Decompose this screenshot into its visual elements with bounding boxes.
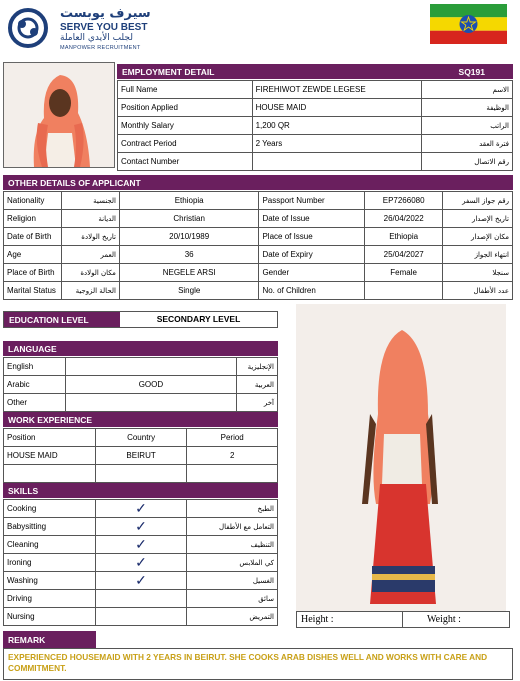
detail-label-arabic: مكان الولادة	[61, 264, 119, 282]
detail-value: 25/04/2027	[365, 246, 443, 264]
detail-label-arabic: عدد الأطفال	[443, 282, 513, 300]
skill-label-arabic: التنظيف	[187, 536, 278, 554]
detail-label: Place of Birth	[4, 264, 62, 282]
company-logo-icon	[8, 8, 48, 48]
employment-label-arabic: الوظيفة	[422, 99, 513, 117]
skill-row	[4, 590, 278, 608]
detail-label: Passport Number	[259, 192, 365, 210]
education-title: EDUCATION LEVEL	[4, 312, 120, 327]
skill-check-cell	[95, 572, 187, 590]
employment-row	[118, 153, 513, 171]
skills-header	[3, 483, 278, 498]
detail-label: No. of Children	[259, 282, 365, 300]
detail-value: NEGELE ARSI	[119, 264, 259, 282]
skill-check-cell	[95, 518, 187, 536]
skill-check-cell	[95, 536, 187, 554]
detail-label-arabic: تاريخ الولادة	[61, 228, 119, 246]
detail-label: Nationality	[4, 192, 62, 210]
work-experience-title: WORK EXPERIENCE	[8, 414, 93, 425]
detail-label: Gender	[259, 264, 365, 282]
skill-label-arabic: سائق	[187, 590, 278, 608]
detail-value: Ethiopia	[119, 192, 259, 210]
skill-label-arabic: الطبخ	[187, 500, 278, 518]
detail-label: Date of Issue	[259, 210, 365, 228]
skills-title: SKILLS	[8, 485, 39, 496]
employment-row	[118, 99, 513, 117]
language-header	[3, 341, 278, 356]
language-label-arabic: آخر	[237, 394, 278, 412]
language-label: Arabic	[4, 376, 66, 394]
applicant-full-body-photo	[296, 304, 506, 611]
check-icon: ✓	[135, 500, 147, 516]
education-value: SECONDARY LEVEL	[156, 314, 241, 324]
employment-row	[118, 135, 513, 153]
logo-arabic-name: سيرف يوبست	[60, 6, 151, 21]
other-details-header	[3, 175, 513, 190]
work-country	[95, 465, 187, 483]
language-label: Other	[4, 394, 66, 412]
skill-label-arabic: التعامل مع الأطفال	[187, 518, 278, 536]
detail-label-arabic: انتهاء الجواز	[443, 246, 513, 264]
education-row	[3, 311, 278, 328]
employment-label-arabic: الراتب	[422, 117, 513, 135]
detail-value: Single	[119, 282, 259, 300]
work-column-header: Period	[187, 429, 278, 447]
other-details-row	[4, 282, 513, 300]
detail-label-arabic: الجنسية	[61, 192, 119, 210]
skill-check-cell	[95, 554, 187, 572]
detail-label-arabic: تاريخ الإصدار	[443, 210, 513, 228]
detail-label-arabic: رقم جواز السفر	[443, 192, 513, 210]
skills-table	[3, 499, 278, 626]
skill-label-arabic: كي الملابس	[187, 554, 278, 572]
employment-row	[118, 117, 513, 135]
detail-value: 26/04/2022	[365, 210, 443, 228]
detail-label-arabic: الديانة	[61, 210, 119, 228]
employment-value: FIREHIWOT ZEWDE LEGESE	[252, 81, 422, 99]
check-icon: ✓	[135, 518, 147, 534]
check-icon: ✓	[135, 572, 147, 588]
employment-row	[118, 81, 513, 99]
employment-label: Monthly Salary	[118, 117, 253, 135]
other-details-table	[3, 191, 513, 300]
detail-label: Date of Expiry	[259, 246, 365, 264]
employment-label: Contract Period	[118, 135, 253, 153]
check-icon: ✓	[135, 536, 147, 552]
language-title: LANGUAGE	[8, 343, 57, 354]
employment-value: 1,200 QR	[252, 117, 422, 135]
employment-detail-title: EMPLOYMENT DETAIL	[122, 66, 215, 77]
detail-label: Marital Status	[4, 282, 62, 300]
detail-value: EP7266080	[365, 192, 443, 210]
work-position	[4, 465, 96, 483]
work-experience-table	[3, 428, 278, 483]
other-details-row	[4, 210, 513, 228]
employment-label: Position Applied	[118, 99, 253, 117]
work-experience-row	[4, 447, 278, 465]
skill-check-cell	[95, 608, 187, 626]
work-column-header: Position	[4, 429, 96, 447]
language-level	[65, 394, 236, 412]
applicant-code: SQ191	[458, 66, 485, 77]
employment-label-arabic: فترة العقد	[422, 135, 513, 153]
skill-label: Ironing	[4, 554, 96, 572]
employment-value: 2 Years	[252, 135, 422, 153]
employment-label: Full Name	[118, 81, 253, 99]
skill-label: Babysitting	[4, 518, 96, 536]
detail-label: Place of Issue	[259, 228, 365, 246]
applicant-portrait-photo	[3, 62, 115, 168]
detail-label: Religion	[4, 210, 62, 228]
logo-arabic-sub: لجلب الأيدي العاملة	[60, 33, 133, 43]
detail-value: Ethiopia	[365, 228, 443, 246]
employment-value	[252, 153, 422, 171]
language-label: English	[4, 358, 66, 376]
language-level: GOOD	[65, 376, 236, 394]
skill-row	[4, 518, 278, 536]
language-table	[3, 357, 278, 412]
detail-label-arabic: سنجلا	[443, 264, 513, 282]
other-details-row	[4, 192, 513, 210]
check-icon: ✓	[135, 554, 147, 570]
employment-label-arabic: الاسم	[422, 81, 513, 99]
remark-title: REMARK	[8, 634, 46, 645]
employment-detail-table	[117, 80, 513, 171]
detail-label-arabic: مكان الإصدار	[443, 228, 513, 246]
other-details-row	[4, 228, 513, 246]
language-label-arabic: العربية	[237, 376, 278, 394]
skill-row	[4, 572, 278, 590]
skill-row	[4, 536, 278, 554]
employment-value: HOUSE MAID	[252, 99, 422, 117]
detail-label-arabic: الحالة الزوجية	[61, 282, 119, 300]
other-details-title: OTHER DETAILS OF APPLICANT	[8, 177, 141, 188]
weight-label: Weight :	[427, 614, 461, 625]
work-position: HOUSE MAID	[4, 447, 96, 465]
language-level	[65, 358, 236, 376]
work-period	[187, 465, 278, 483]
skill-label: Cleaning	[4, 536, 96, 554]
other-details-row	[4, 264, 513, 282]
work-experience-header-row	[4, 429, 278, 447]
language-row	[4, 394, 278, 412]
skill-label: Cooking	[4, 500, 96, 518]
company-logo	[8, 6, 168, 52]
language-label-arabic: الإنجليزية	[237, 358, 278, 376]
work-experience-row	[4, 465, 278, 483]
measurements-row	[296, 611, 510, 628]
remark-box	[3, 648, 513, 680]
skill-label: Nursing	[4, 608, 96, 626]
detail-label: Date of Birth	[4, 228, 62, 246]
detail-value: Female	[365, 264, 443, 282]
skill-label: Driving	[4, 590, 96, 608]
skill-label: Washing	[4, 572, 96, 590]
work-experience-header	[3, 412, 278, 427]
work-column-header: Country	[95, 429, 187, 447]
work-period: 2	[187, 447, 278, 465]
skill-check-cell	[95, 500, 187, 518]
detail-value: Christian	[119, 210, 259, 228]
skill-row	[4, 554, 278, 572]
skill-row	[4, 608, 278, 626]
skill-check-cell	[95, 590, 187, 608]
remark-header	[3, 631, 96, 648]
employment-label: Contact Number	[118, 153, 253, 171]
skill-label-arabic: التمريض	[187, 608, 278, 626]
language-row	[4, 358, 278, 376]
other-details-row	[4, 246, 513, 264]
work-country: BEIRUT	[95, 447, 187, 465]
employment-detail-header	[117, 64, 513, 79]
detail-value: 20/10/1989	[119, 228, 259, 246]
language-row	[4, 376, 278, 394]
detail-label: Age	[4, 246, 62, 264]
logo-english-name: SERVE YOU BEST	[60, 22, 148, 33]
skill-label-arabic: الغسيل	[187, 572, 278, 590]
employment-label-arabic: رقم الاتصال	[422, 153, 513, 171]
skill-row	[4, 500, 278, 518]
ethiopia-flag-icon	[430, 4, 507, 44]
detail-value	[365, 282, 443, 300]
logo-tagline: MANPOWER RECRUITMENT	[60, 45, 141, 51]
remark-text: EXPERIENCED HOUSEMAID WITH 2 YEARS IN BEIRUT. SHE COOKS ARAB DISHES WELL AND WORKS WITH CARE AND COMMITMENT.	[8, 652, 488, 673]
detail-label-arabic: العمر	[61, 246, 119, 264]
height-label: Height :	[297, 612, 403, 627]
detail-value: 36	[119, 246, 259, 264]
